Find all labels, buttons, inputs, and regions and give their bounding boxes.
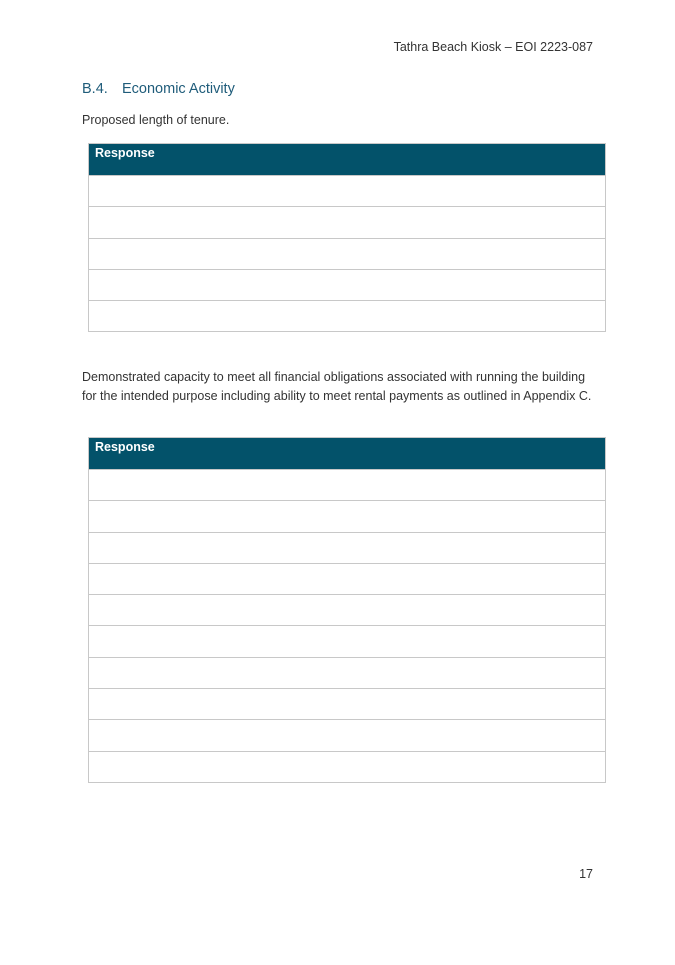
response-table-header: Response [89, 438, 605, 469]
response-row[interactable] [89, 657, 605, 688]
response-row[interactable] [89, 688, 605, 719]
response-table-tenure [88, 143, 606, 332]
section-title: Economic Activity [122, 81, 235, 97]
response-row[interactable] [89, 563, 605, 594]
response-row[interactable] [89, 532, 605, 563]
response-row[interactable] [89, 269, 605, 300]
response-row[interactable] [89, 625, 605, 656]
response-row[interactable] [89, 719, 605, 750]
response-row[interactable] [89, 175, 605, 206]
response-row[interactable] [89, 206, 605, 237]
response-row[interactable] [89, 238, 605, 269]
response-row[interactable] [89, 469, 605, 500]
section-heading [82, 81, 235, 97]
response-row[interactable] [89, 751, 605, 782]
page-number: 17 [579, 867, 593, 881]
question-financial-capacity: Demonstrated capacity to meet all financial obligations associated with running the building for the intended purpose including ability to meet rental payments as outlined in Appendix C. [82, 370, 592, 403]
document-header: Tathra Beach Kiosk – EOI 2223-087 [393, 40, 593, 54]
response-table-financial-capacity [88, 437, 606, 783]
question-tenure: Proposed length of tenure. [82, 113, 230, 127]
section-number: B.4. [82, 81, 108, 97]
response-row[interactable] [89, 500, 605, 531]
response-row[interactable] [89, 594, 605, 625]
response-table-header: Response [89, 144, 605, 175]
response-row[interactable] [89, 300, 605, 331]
